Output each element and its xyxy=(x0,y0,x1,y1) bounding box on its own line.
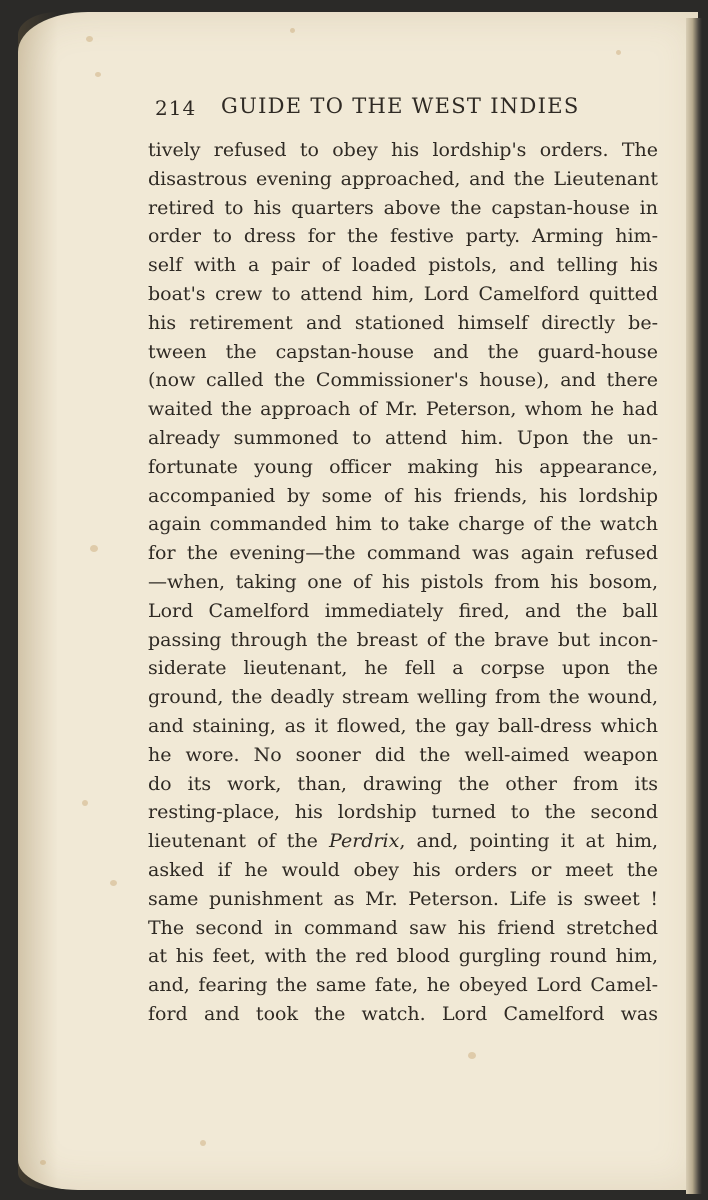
text-line: ford and took the watch. Lord Camelford was xyxy=(148,1002,658,1025)
text-line: tively refused to obey his lordship's orders. The xyxy=(148,139,658,161)
book-spine-edge xyxy=(686,18,702,1194)
text-line: boat's crew to attend him, Lord Camelford quitted xyxy=(148,282,658,305)
text-line xyxy=(148,827,658,856)
text-line: fortunate young officer making his appearance, xyxy=(148,455,658,478)
foxing-spot xyxy=(200,1140,206,1146)
text-line: and, fearing the same fate, he obeyed Lord Camel- xyxy=(148,974,658,997)
page-number: 214 xyxy=(155,96,197,120)
text-line: he wore. No sooner did the well-aimed weapon xyxy=(148,743,658,766)
text-line: accompanied by some of his friends, his lordship xyxy=(148,484,658,507)
foxing-spot xyxy=(290,28,295,33)
text-line: disastrous evening approached, and the Lieutenant xyxy=(148,167,658,190)
text-line: again commanded him to take charge of the watch xyxy=(148,513,658,536)
text-line: retired to his quarters above the capstan-house in xyxy=(148,196,658,219)
text-line: ground, the deadly stream welling from the wound, xyxy=(148,686,658,709)
text-line: and staining, as it flowed, the gay ball-dress which xyxy=(148,714,658,737)
text-line: asked if he would obey his orders or meet the xyxy=(148,858,658,881)
text-line: —when, taking one of his pistols from his bosom, xyxy=(148,570,658,593)
text-line: Lord Camelford immediately fired, and the ball xyxy=(148,599,658,622)
text-line: tween the capstan-house and the guard-house xyxy=(148,340,658,363)
foxing-spot xyxy=(616,50,621,55)
foxing-spot xyxy=(110,880,117,886)
foxing-spot xyxy=(40,1160,46,1165)
text-line: at his feet, with the red blood gurgling round him, xyxy=(148,945,658,968)
text-line: siderate lieutenant, he fell a corpse upon the xyxy=(148,657,658,680)
text-line: his retirement and stationed himself directly be- xyxy=(148,311,658,334)
text-line: same punishment as Mr. Peterson. Life is sweet ! xyxy=(148,887,658,910)
text-line: already summoned to attend him. Upon the un- xyxy=(148,426,658,449)
text-line: for the evening—the command was again refused xyxy=(148,542,658,565)
text-line: passing through the breast of the brave but incon- xyxy=(148,628,658,651)
text-line: (now called the Commissioner's house), and there xyxy=(148,369,658,392)
text-segment: lieutenant of the xyxy=(148,830,330,853)
running-title: GUIDE TO THE WEST INDIES xyxy=(221,94,580,118)
page-edge-shadow xyxy=(18,12,58,1190)
text-line: order to dress for the festive party. Arming him- xyxy=(148,225,658,248)
foxing-spot xyxy=(90,545,98,552)
foxing-spot xyxy=(86,36,93,42)
body-text xyxy=(148,136,658,1029)
text-segment: , and, pointing it at him, xyxy=(399,830,659,853)
text-line: self with a pair of loaded pistols, and telling his xyxy=(148,254,658,277)
running-header xyxy=(155,94,625,122)
text-line: The second in command saw his friend stretched xyxy=(148,916,658,939)
foxing-spot xyxy=(468,1052,476,1059)
text-line: resting-place, his lordship turned to the second xyxy=(148,801,658,824)
text-line: waited the approach of Mr. Peterson, whom he had xyxy=(148,398,658,421)
foxing-spot xyxy=(82,800,88,806)
text-line: do its work, than, drawing the other from its xyxy=(148,772,658,795)
foxing-spot xyxy=(95,72,101,77)
ship-name: Perdrix xyxy=(329,830,400,853)
